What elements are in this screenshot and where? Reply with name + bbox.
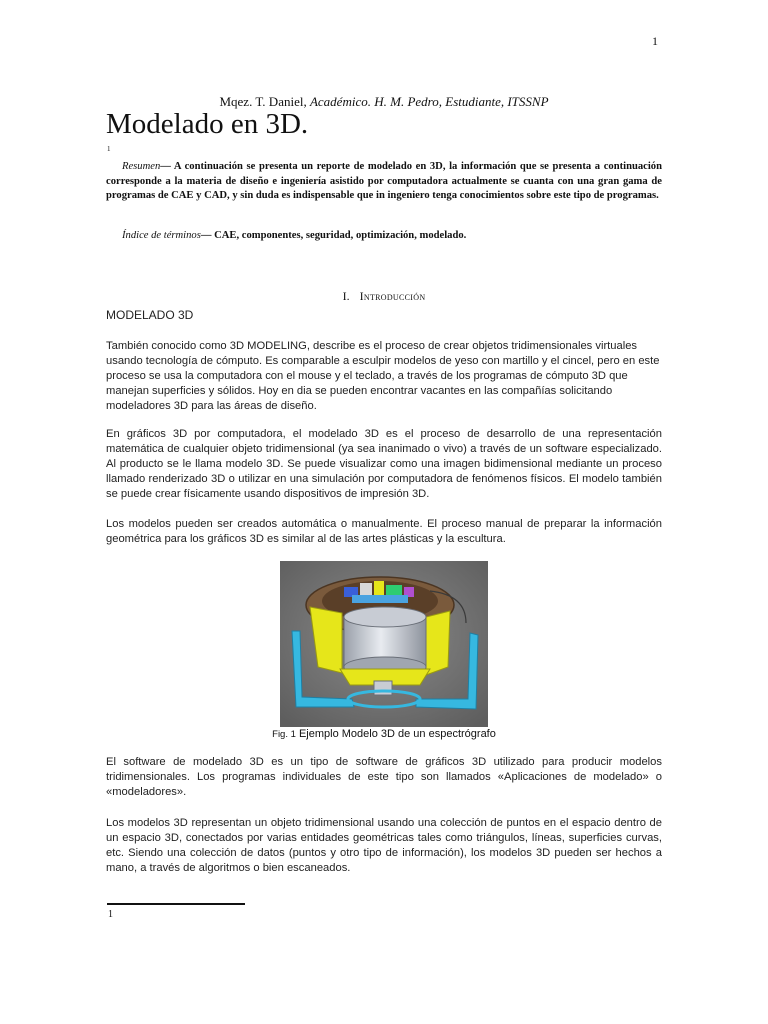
subheading: MODELADO 3D	[106, 308, 194, 322]
spectrograph-illustration	[280, 561, 488, 727]
footnote-mark: 1	[108, 909, 113, 920]
paragraph-2: En gráficos 3D por computadora, el modelado 3D es el proceso de desarrollo de una representación matemática de cualquier objeto tridimensional (ya sea inanimado o vivo) a través de un software especializado. Al producto se le llama modelo 3D. Se puede visualizar como una imagen bidimensional mediante un proceso llamado renderizado 3D o utilizar en una simulación por computadora de fenómenos físicos. El modelo también se puede crear físicamente usando dispositivos de impresión 3D.	[106, 428, 662, 500]
figure-image-spectrograph	[280, 561, 488, 727]
figure-caption	[0, 728, 768, 740]
paragraph-3: Los modelos pueden ser creados automática o manualmente. El proceso manual de preparar la información geométrica para los gráficos 3D es similar al de las artes plásticas y la escultura.	[106, 518, 662, 545]
document-title: Modelado en 3D.	[106, 108, 309, 140]
index-terms	[106, 229, 662, 244]
paragraph-4: El software de modelado 3D es un tipo de software de gráficos 3D utilizado para producir modelos tridimensionales. Los programas individuales de este tipo son llamados «Aplicaciones de modelado» o «modeladores».	[106, 756, 662, 798]
title-footnote-mark: 1	[107, 145, 111, 153]
footnote-divider	[107, 903, 245, 905]
abstract-label: Resumen	[122, 161, 161, 172]
author-role-2: , Estudiante, ITSSNP	[438, 94, 549, 109]
abstract-dash: —	[160, 161, 174, 172]
index-terms-text: CAE, componentes, seguridad, optimización, modelado.	[214, 230, 467, 241]
figure-caption-text: Ejemplo Modelo 3D de un espectrógrafo	[295, 728, 496, 740]
section-title: Introducción	[359, 289, 426, 303]
figure-label: Fig. 1	[272, 729, 296, 740]
abstract	[106, 160, 662, 204]
abstract-text: A continuación se presenta un reporte de modelado en 3D, la información que se presenta a continuación corresponde a la materia de diseño e ingeniería asistido por computadora actualmente se cuanta con una gran gama de programas de CAE y CAD, y sin duda es indispensable que in ingeniero tenga conocimientos sobre este tipo de programas.	[106, 161, 662, 201]
author-role-1: Académico.	[309, 94, 375, 109]
paragraph-1: También conocido como 3D MODELING, describe es el proceso de crear objetos tridimensionales virtuales usando tecnología de cómputo. Es comparable a esculpir modelos de yeso con martillo y el cincel, pero en este proceso se usa la computadora con el mouse y el teclado, a través de los programas de cómputo 3D que manejan superficies y sólidos. Hoy en dia se pueden encontrar vacantes en las compañías solicitando modeladores 3D para las áreas de diseño.	[106, 340, 660, 412]
section-number: I.	[342, 289, 350, 303]
paragraph-5: Los modelos 3D representan un objeto tridimensional usando una colección de puntos en el espacio dentro de un espacio 3D, conectados por varias entidades geométricas tales como triángulos, líneas, superficies curvas, etc. Siendo una colección de datos (puntos y otro tipo de información), los modelos 3D pueden ser hechos a mano, a través de algoritmos o bien escaneados.	[106, 817, 662, 874]
section-heading	[0, 289, 768, 304]
index-terms-dash: —	[200, 230, 215, 241]
author-name-2: H. M. Pedro	[374, 94, 439, 109]
index-terms-label: Índice de términos	[122, 230, 201, 241]
page-number: 1	[652, 34, 658, 48]
author-name-1: Mqez. T. Daniel,	[219, 94, 310, 109]
